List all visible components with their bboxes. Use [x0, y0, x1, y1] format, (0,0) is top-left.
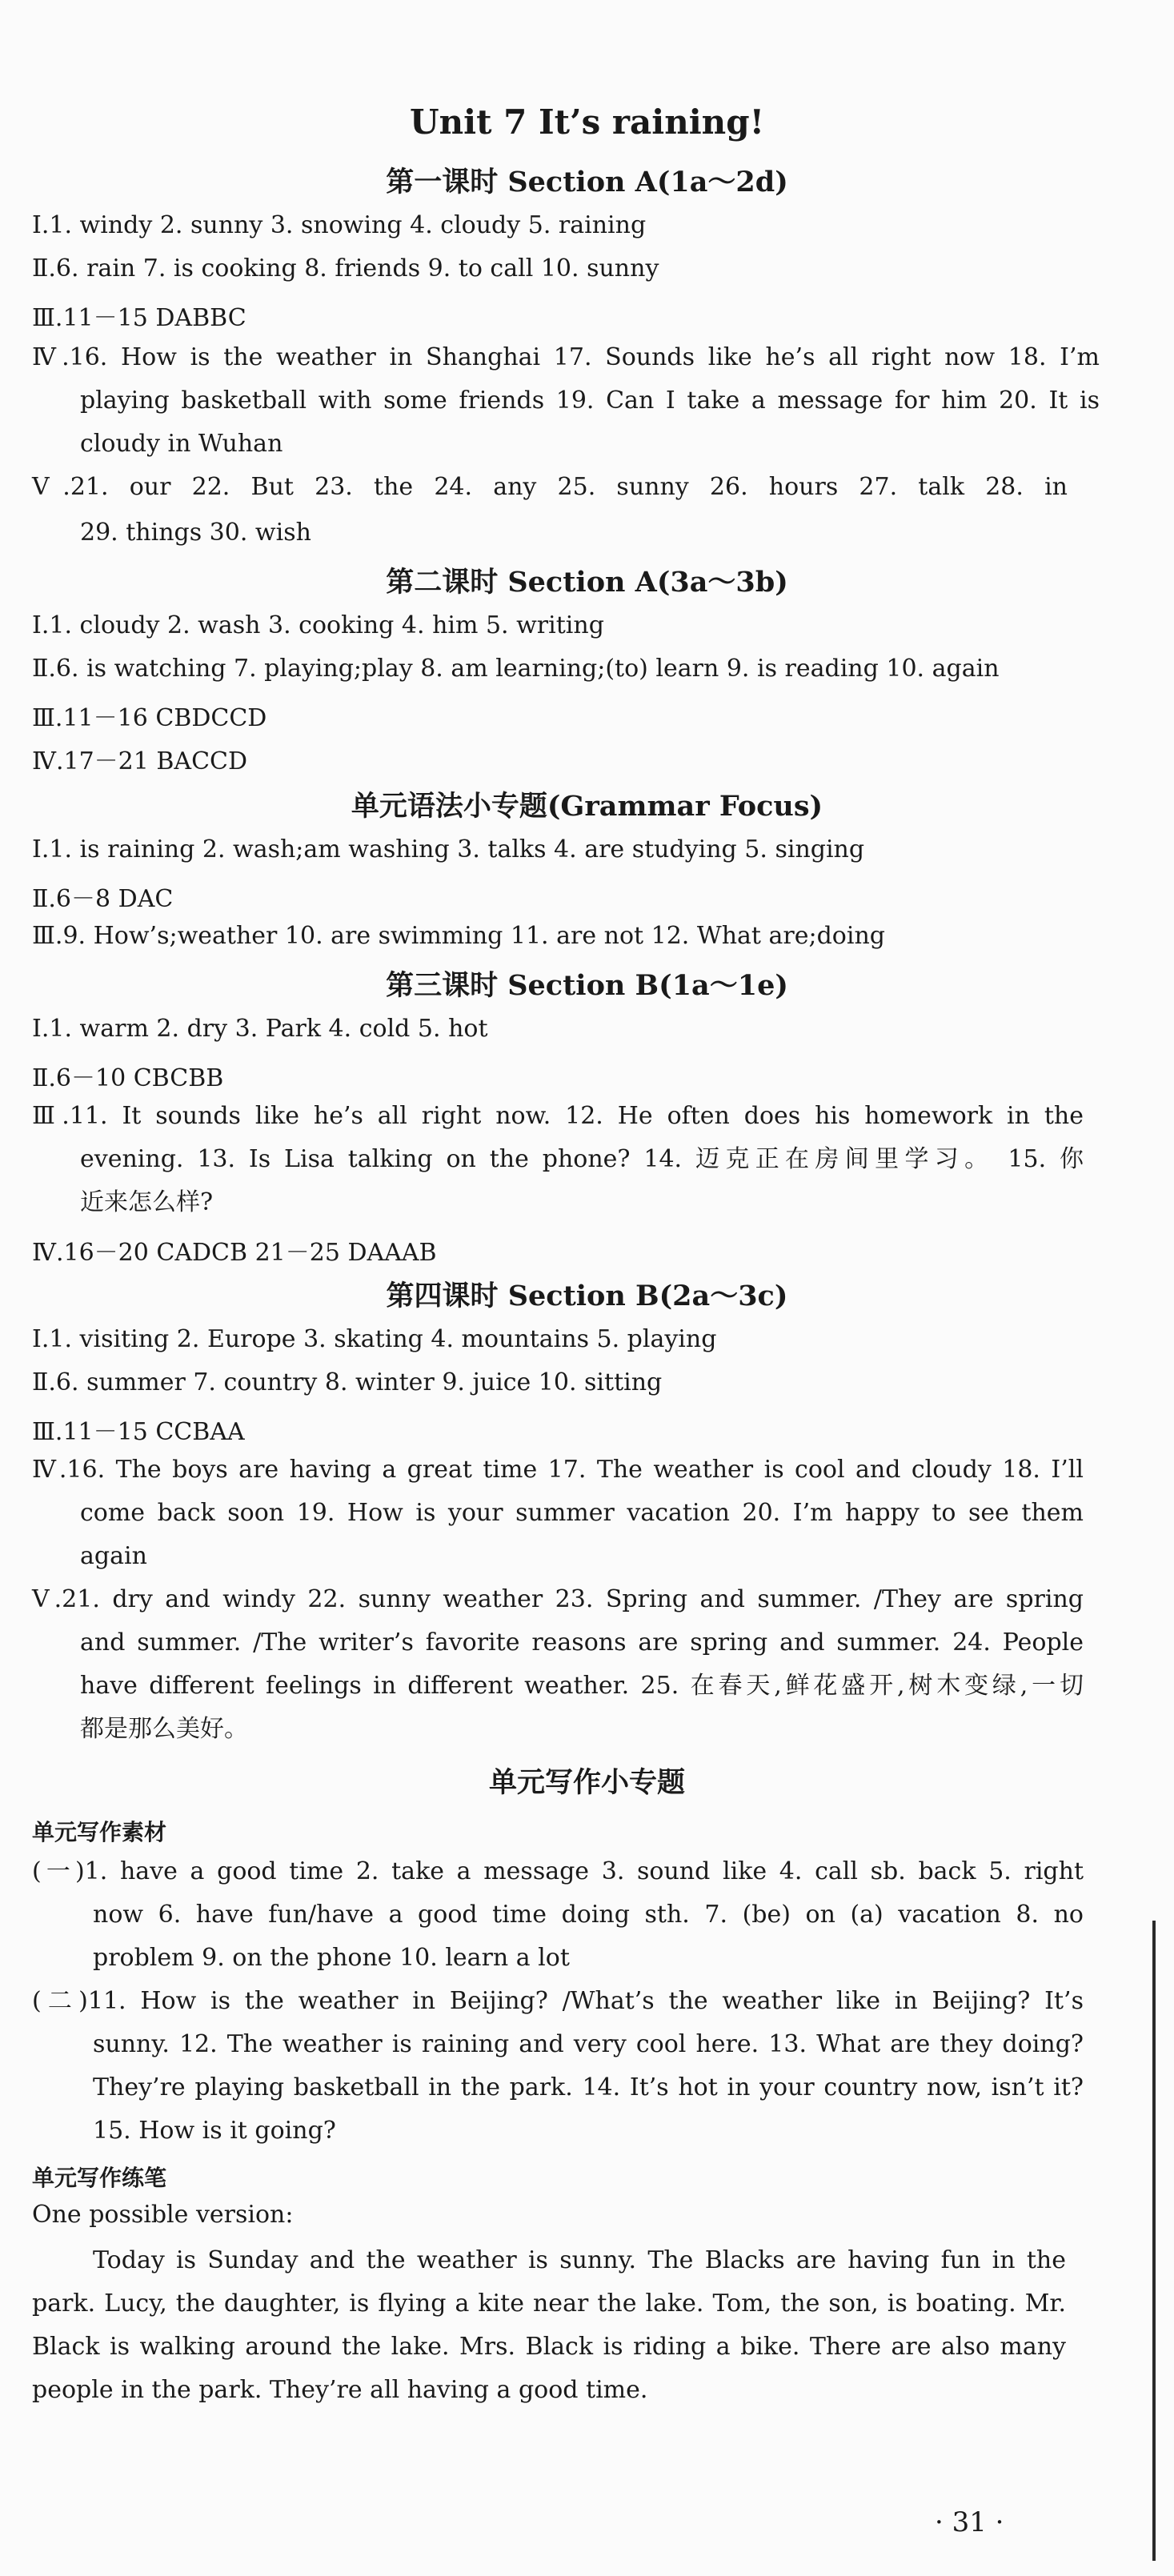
- page-title: Unit 7 It’s raining!: [409, 102, 765, 142]
- lesson1-part4: [32, 336, 1100, 379]
- lesson4-part4: [32, 1448, 1084, 1492]
- writing-materials-part2: [32, 1980, 1084, 2023]
- lesson4-part4-line2: come back soon 19. How is your summer vacation 20. I’m happy to see them: [80, 1499, 1084, 1527]
- lesson1-part5-line2: 29. things 30. wish: [80, 519, 311, 547]
- lesson3-part3-cont: [80, 1138, 1084, 1224]
- writing-p2-line2: sunny. 12. The weather is raining and very cool here. 13. What are they doing?: [93, 2030, 1084, 2058]
- lesson1-part4-line3: cloudy in Wuhan: [80, 430, 283, 458]
- lesson3-heading: 第三课时 Section B(1a～1e): [386, 969, 788, 1002]
- lesson4-part4-line1: Ⅳ.16. The boys are having a great time 17. The weather is cool and cloudy 18. I’ll: [32, 1456, 1084, 1484]
- lesson4-part5: [32, 1578, 1084, 1621]
- lesson4-part4-cont: [80, 1492, 1084, 1578]
- lesson3-part3: [32, 1095, 1084, 1138]
- lesson4-part5-line4: 都是那么美好。: [80, 1715, 248, 1743]
- writing-materials-label: 单元写作素材: [32, 1819, 167, 1845]
- lesson4-part2: Ⅱ.6. summer 7. country 8. winter 9. juice 10. sitting: [32, 1368, 663, 1396]
- writing-heading: 单元写作小专题: [488, 1766, 685, 1799]
- writing-p1-line1: (一)1. have a good time 2. take a message 3. sound like 4. call sb. back 5. right: [32, 1857, 1084, 1885]
- writing-p2-line1: (二)11. How is the weather in Beijing? /What’s the weather like in Beijing? It’s: [32, 1987, 1084, 2015]
- lesson1-part5-line1: Ⅴ.21. our 22. But 23. the 24. any 25. sunny 26. hours 27. talk 28. in: [32, 473, 1068, 501]
- writing-materials-part1: [32, 1850, 1084, 1893]
- lesson4-part5-line1: Ⅴ.21. dry and windy 22. sunny weather 23. Spring and summer. /They are spring: [32, 1585, 1084, 1613]
- lesson4-part3: Ⅲ.11－15 CCBAA: [32, 1418, 245, 1446]
- grammar-part3: Ⅲ.9. How’s;weather 10. are swimming 11. are not 12. What are;doing: [32, 922, 885, 950]
- writing-version-label: One possible version:: [32, 2201, 294, 2229]
- lesson4-part5-cont: [80, 1621, 1084, 1751]
- lesson2-heading: 第二课时 Section A(3a～3b): [386, 566, 788, 599]
- writing-p2-line3: They’re playing basketball in the park. 14. It’s hot in your country now, isn’t it?: [93, 2073, 1084, 2101]
- lesson4-part4-line3: again: [80, 1542, 147, 1570]
- lesson2-part2: Ⅱ.6. is watching 7. playing;play 8. am learning;(to) learn 9. is reading 10. again: [32, 655, 1000, 683]
- page-edge-line: [1152, 1921, 1156, 2561]
- lesson3-part3-line1: Ⅲ.11. It sounds like he’s all right now. 12. He often does his homework in the: [32, 1102, 1084, 1130]
- lesson1-part4-cont: [80, 379, 1100, 466]
- lesson3-part3-line2: evening. 13. Is Lisa talking on the phone? 14. 迈克正在房间里学习。 15. 你: [80, 1145, 1084, 1173]
- lesson1-part5: [32, 466, 1068, 509]
- lesson1-part2: Ⅱ.6. rain 7. is cooking 8. friends 9. to call 10. sunny: [32, 254, 659, 282]
- page-number: · 31 ·: [935, 2506, 1004, 2538]
- lesson3-part2: Ⅱ.6－10 CBCBB: [32, 1064, 224, 1092]
- lesson1-part4-line1: Ⅳ.16. How is the weather in Shanghai 17. Sounds like he’s all right now 18. I’m: [32, 343, 1100, 371]
- writing-essay: Today is Sunday and the weather is sunny. The Blacks are having fun in the park. Lucy, the daughter, is flying a kite near the lake. Tom, the son, is boating. Mr. Black is walking around the lake. Mrs. Black is riding a bike. There are also many people in the park. They’re all having a good time.: [32, 2246, 1066, 2404]
- lesson3-part1: Ⅰ.1. warm 2. dry 3. Park 4. cold 5. hot: [32, 1015, 488, 1043]
- writing-p1-line2: now 6. have fun/have a good time doing sth. 7. (be) on (a) vacation 8. no: [93, 1901, 1084, 1929]
- writing-p1-line3: problem 9. on the phone 10. learn a lot: [93, 1944, 570, 1972]
- writing-practice-label: 单元写作练笔: [32, 2165, 167, 2191]
- lesson2-part3: Ⅲ.11－16 CBDCCD: [32, 704, 267, 732]
- writing-p2-line4: 15. How is it going?: [93, 2117, 336, 2145]
- grammar-part2: Ⅱ.6－8 DAC: [32, 885, 174, 913]
- lesson2-part4: Ⅳ.17－21 BACCD: [32, 747, 248, 775]
- lesson4-heading: 第四课时 Section B(2a～3c): [386, 1280, 788, 1312]
- lesson1-part1: Ⅰ.1. windy 2. sunny 3. snowing 4. cloudy 5. raining: [32, 211, 647, 239]
- lesson3-part3-line3: 近来怎么样?: [80, 1188, 214, 1216]
- lesson1-part4-line2: playing basketball with some friends 19. Can I take a message for him 20. It is: [80, 387, 1100, 415]
- lesson4-part5-line2: and summer. /The writer’s favorite reasons are spring and summer. 24. People: [80, 1629, 1084, 1657]
- writing-materials-part1-cont: [93, 1893, 1084, 1980]
- lesson2-part1: Ⅰ.1. cloudy 2. wash 3. cooking 4. him 5. writing: [32, 611, 604, 639]
- grammar-heading: 单元语法小专题(Grammar Focus): [351, 790, 823, 823]
- lesson1-heading: 第一课时 Section A(1a～2d): [386, 166, 788, 198]
- lesson4-part5-line3: have different feelings in different weather. 25. 在春天,鲜花盛开,树木变绿,一切: [80, 1672, 1084, 1700]
- grammar-part1: Ⅰ.1. is raining 2. wash;am washing 3. talks 4. are studying 5. singing: [32, 835, 865, 863]
- writing-materials-part2-cont: [93, 2023, 1084, 2153]
- lesson3-part4: Ⅳ.16－20 CADCB 21－25 DAAAB: [32, 1239, 437, 1267]
- lesson1-part3: Ⅲ.11－15 DABBC: [32, 304, 246, 332]
- lesson4-part1: Ⅰ.1. visiting 2. Europe 3. skating 4. mountains 5. playing: [32, 1325, 717, 1353]
